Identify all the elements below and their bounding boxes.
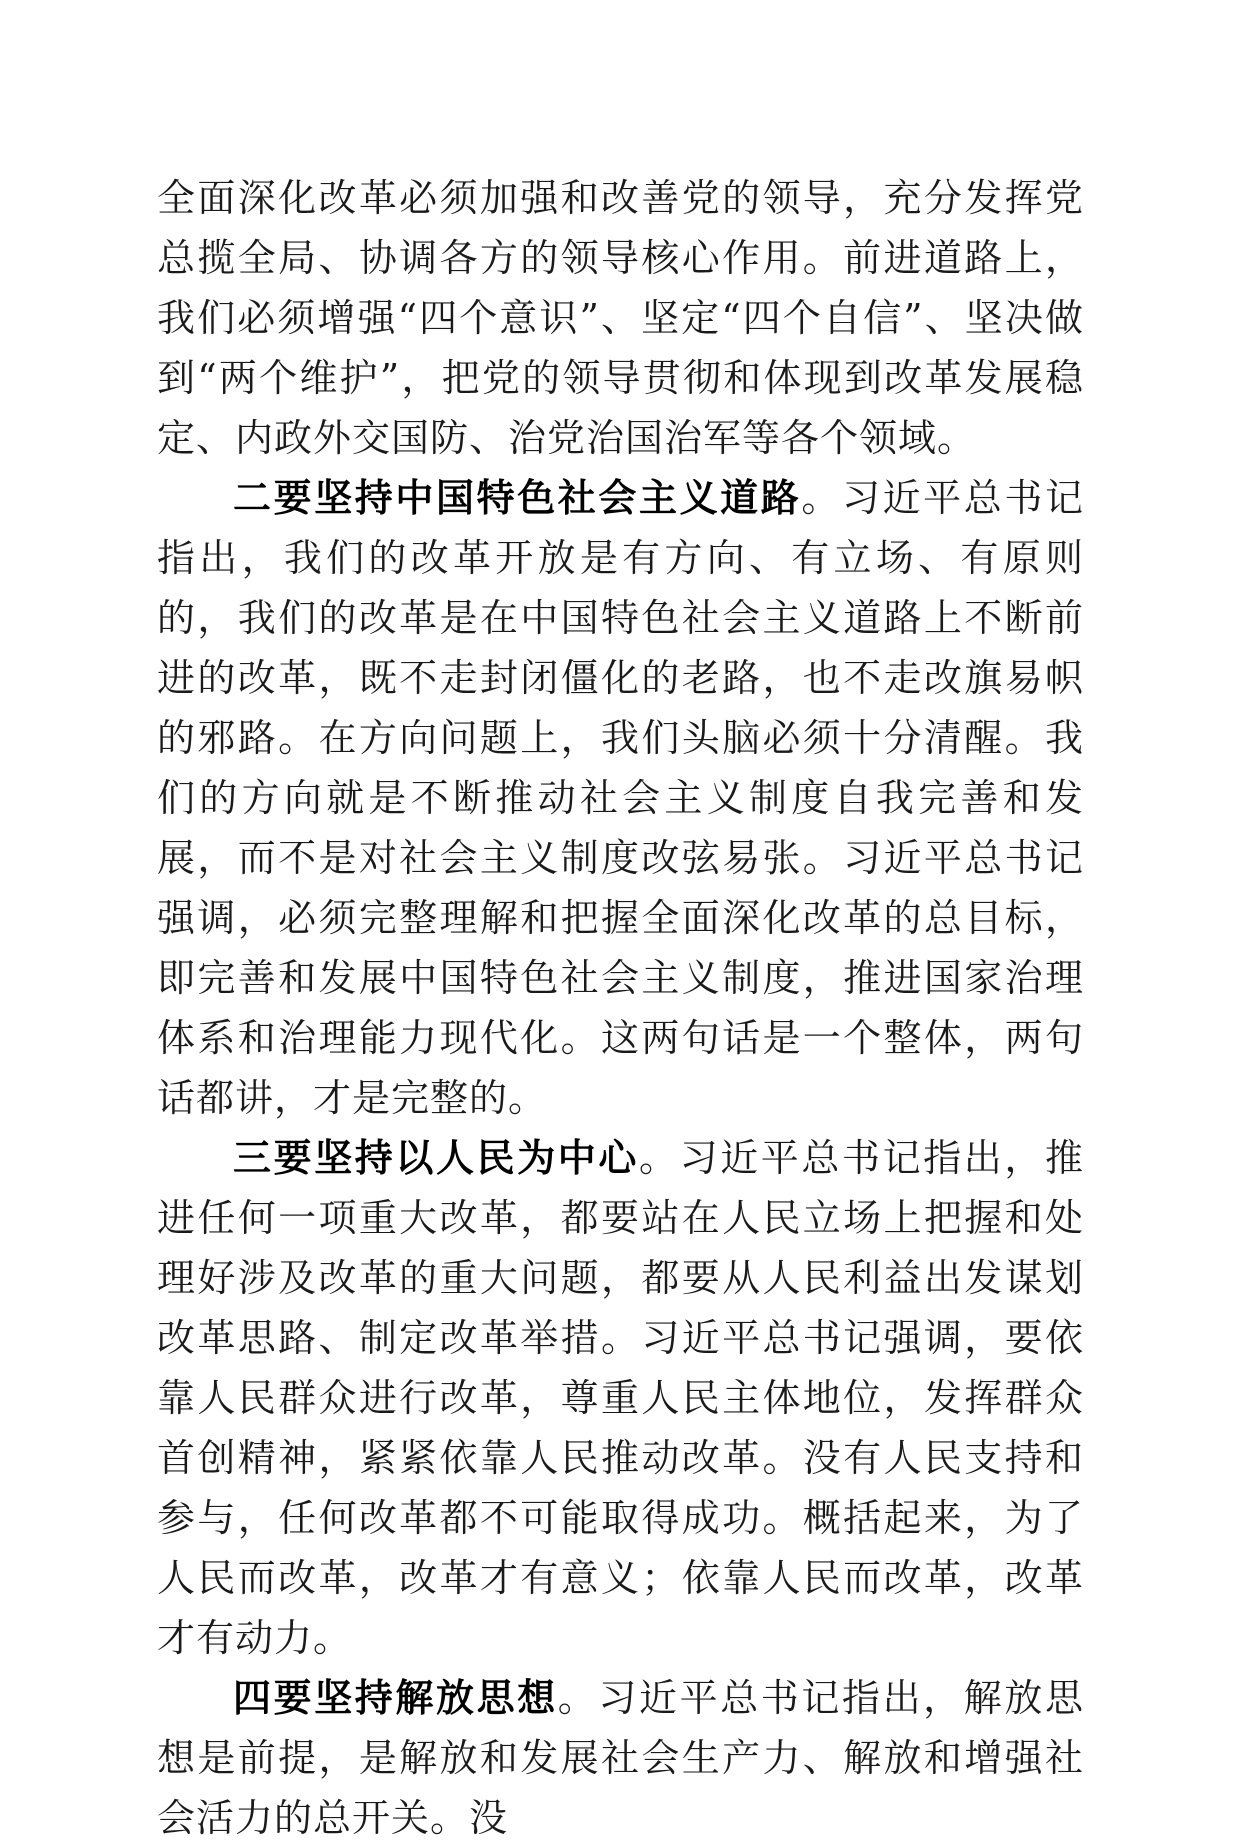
paragraph-1-text: 全面深化改革必须加强和改善党的领导，充分发挥党总揽全局、协调各方的领导核心作用。前进道路上，我们必须增强“四个意识”、坚定“四个自信”、坚决做到“两个维护”，把党的领导贯彻和体现到改革发展稳定、内政外交国防、治党治国治军等各个领域。 (157, 176, 1084, 460)
paragraph-2-text: 。习近平总书记指出，我们的改革开放是有方向、有立场、有原则的，我们的改革是在中国特色社会主义道路上不断前进的改革，既不走封闭僵化的老路，也不走改旗易帜的邪路。在方向问题上，我们头脑必须十分清醒。我们的方向就是不断推动社会主义制度自我完善和发展，而不是对社会主义制度改弦易张。习近平总书记强调，必须完整理解和把握全面深化改革的总目标，即完善和发展中国特色社会主义制度，推进国家治理体系和治理能力现代化。这两句话是一个整体，两句话都讲，才是完整的。 (157, 476, 1084, 1120)
paragraph-1 (157, 168, 1084, 468)
paragraph-2-heading: 二要坚持中国特色社会主义道路 (233, 475, 802, 520)
paragraph-3-text: 。习近平总书记指出，推进任何一项重大改革，都要站在人民立场上把握和处理好涉及改革的重大问题，都要从人民利益出发谋划改革思路、制定改革举措。习近平总书记强调，要依靠人民群众进行改革，尊重人民主体地位，发挥群众首创精神，紧紧依靠人民推动改革。没有人民支持和参与，任何改革都不可能取得成功。概括起来，为了人民而改革，改革才有意义；依靠人民而改革，改革才有动力。 (157, 1136, 1084, 1660)
body-text (157, 168, 1084, 1848)
paragraph-4 (157, 1668, 1084, 1848)
paragraph-2 (157, 468, 1084, 1128)
paragraph-3 (157, 1128, 1084, 1668)
paragraph-4-text: 。习近平总书记指出，解放思想是前提，是解放和发展社会生产力、解放和增强社会活力的总开关。没 (157, 1676, 1084, 1840)
paragraph-3-heading: 三要坚持以人民为中心 (233, 1135, 639, 1180)
paragraph-4-heading: 四要坚持解放思想 (233, 1675, 558, 1720)
